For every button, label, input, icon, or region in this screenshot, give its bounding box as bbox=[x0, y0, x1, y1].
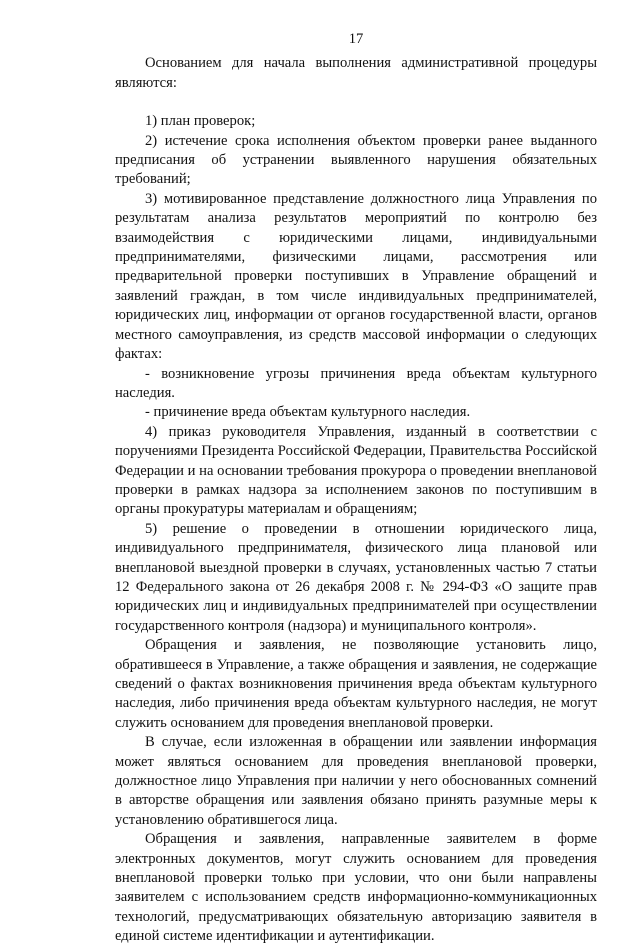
intro-paragraph: Основанием для начала выполнения административной процедуры являются: bbox=[115, 55, 597, 91]
paragraph-anonymous-appeals: Обращения и заявления, не позволяющие установить лицо, обратившееся в Управление, а также обращения и заявления, не содержащие сведений о фактах возникновения причинения вреда объектам культурного наследия, либо причинения вреда объектам культурного наследия, не могут служить основанием для проведения внеплановой проверки. bbox=[115, 637, 597, 731]
list-item-plan: 1) план проверок; bbox=[145, 113, 256, 130]
list-item-threat: - возникновение угрозы причинения вреда объектам культурного наследия. bbox=[115, 365, 597, 401]
list-item-harm: - причинение вреда объектам культурного наследия. bbox=[145, 404, 471, 421]
paragraph-gap bbox=[115, 93, 597, 112]
list-item-expiry: 2) истечение срока исполнения объектом проверки ранее выданного предписания об устранении выявленного нарушения обязательных требований; bbox=[115, 132, 597, 188]
list-item-decision: 5) решение о проведении в отношении юридического лица, индивидуального предпринимателя, физического лица плановой или внеплановой выездной проверки в случаях, установленных частью 7 статьи 12 Федерального закона от 26 декабря 2008 г. № 294-ФЗ «О защите прав юридических лиц и индивидуальных предпринимателей при осуществлении государственного контроля (надзора) и муниципального контроля». bbox=[115, 520, 597, 634]
page-number: 17 bbox=[348, 31, 364, 47]
list-item-representation: 3) мотивированное представление должностного лица Управления по результатам анализа результатов мероприятий по контролю без взаимодействия с юридическими лицами, индивидуальными предпринимателями, физическими лицами, рассмотрения или предварительной проверки поступивших в Управление обращений и заявлений граждан, в том числе индивидуальных предпринимателей, юридических лиц, информации от органов государственной власти, органов местного самоуправления, из средств массовой информации о следующих фактах: bbox=[115, 190, 597, 363]
document-page bbox=[115, 30, 597, 947]
paragraph-doubts-authorship: В случае, если изложенная в обращении или заявлении информация может являться основанием для проведения внеплановой проверки, должностное лицо Управления при наличии у него обоснованных сомнений в авторстве обращения или заявления обязано принять разумные меры к установлению обратившегося лица. bbox=[115, 734, 597, 828]
list-item-order: 4) приказ руководителя Управления, изданный в соответствии с поручениями Президента Российской Федерации, Правительства Российской Федерации и на основании требования прокурора о проведении внеплановой проверки в рамках надзора за исполнением законов по поступившим в органы прокуратуры материалам и обращениям; bbox=[115, 423, 598, 518]
paragraph-electronic-appeals: Обращения и заявления, направленные заявителем в форме электронных документов, могут служить основанием для проведения внеплановой проверки только при условии, что они были направлены заявителем с использованием средств информационно-коммуникационных технологий, предусматривающих обязательную авторизацию заявителя в единой системе идентификации и аутентификации. bbox=[115, 831, 597, 945]
